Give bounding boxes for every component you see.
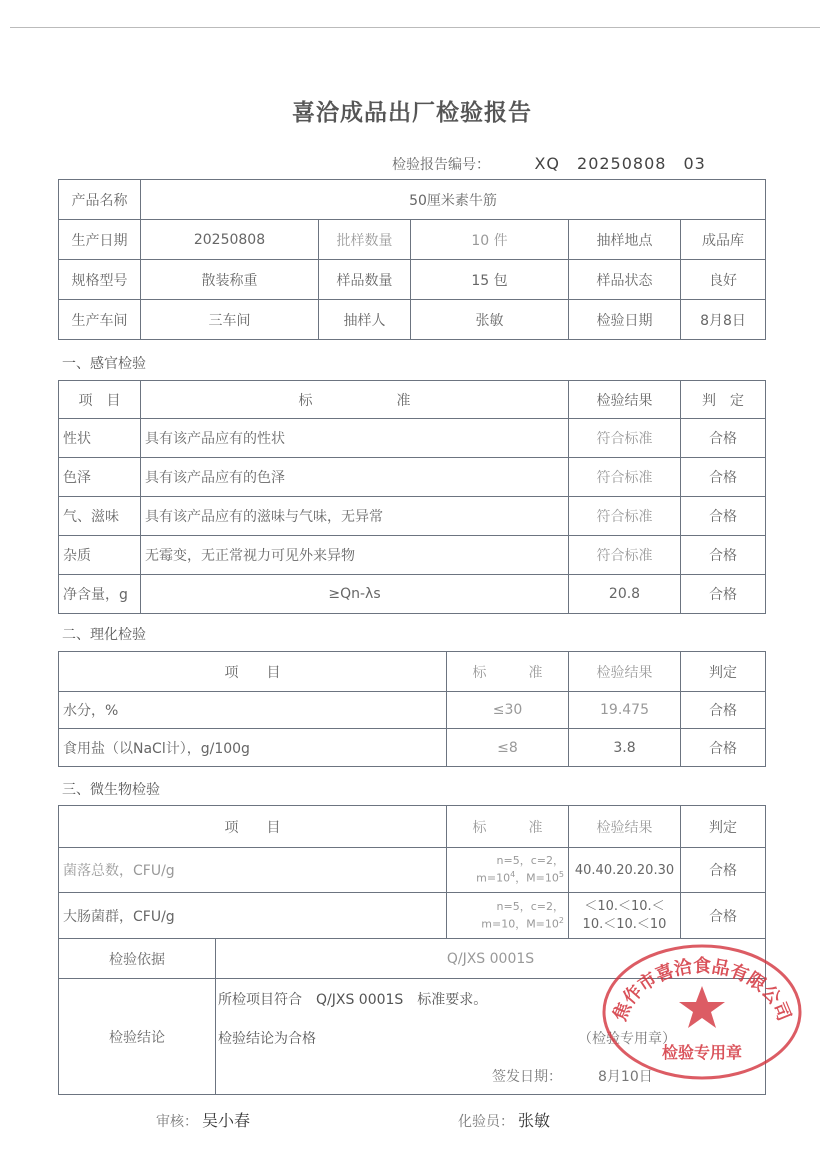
micro-result-line1: ＜10.＜10.＜ [584, 898, 665, 914]
physchem-header-item: 项 目 [59, 652, 447, 692]
sampler-label: 抽样人 [319, 300, 411, 340]
physchem-item: 食用盐（以NaCl计），g/100g [59, 729, 447, 767]
physchem-item: 水分，% [59, 692, 447, 729]
section-micro-heading: 三、微生物检验 [62, 782, 160, 798]
test-date-label: 检验日期 [569, 300, 681, 340]
basis-value: Q/JXS 0001S [216, 939, 766, 979]
sensory-standard: 具有该产品应有的滋味与气味，无异常 [141, 497, 569, 536]
physchem-result: 19.475 [569, 692, 681, 729]
sensory-header-standard: 标 准 [141, 381, 569, 419]
sensory-result: 符合标准 [569, 536, 681, 575]
workshop-label: 生产车间 [59, 300, 141, 340]
table-row [59, 419, 766, 458]
sensory-item: 净含量，g [59, 575, 141, 614]
micro-item: 大肠菌群，CFU/g [59, 893, 447, 939]
micro-standard-line1: n=5，c=2， [496, 854, 564, 868]
micro-judge: 合格 [681, 848, 766, 893]
sensory-standard: 具有该产品应有的性状 [141, 419, 569, 458]
physchem-table [58, 651, 766, 767]
physchem-standard: ≤30 [447, 692, 569, 729]
sensory-item: 杂质 [59, 536, 141, 575]
workshop: 三车间 [141, 300, 319, 340]
sensory-result: 符合标准 [569, 497, 681, 536]
batch-label: 批样数量 [319, 220, 411, 260]
sensory-standard: 无霉变，无正常视力可见外来异物 [141, 536, 569, 575]
physchem-result: 3.8 [569, 729, 681, 767]
report-number-label: 检验报告编号： [392, 157, 490, 173]
sensory-item: 性状 [59, 419, 141, 458]
conclusion-line2: 检验结论为合格 [218, 1031, 316, 1047]
micro-header-result: 检验结果 [569, 806, 681, 848]
batch: 10 件 [411, 220, 569, 260]
sampler: 张敏 [411, 300, 569, 340]
table-row [59, 729, 766, 767]
micro-standard [447, 893, 569, 939]
seal-company-text: 焦作市喜洽食品有限公司 [609, 956, 795, 1025]
micro-standard-line2: m=10，$M=10^2$ [481, 915, 564, 931]
sensory-header-judge: 判 定 [681, 381, 766, 419]
spec-label: 规格型号 [59, 260, 141, 300]
sample-place: 成品库 [681, 220, 766, 260]
sensory-header-item: 项 目 [59, 381, 141, 419]
report-number [392, 151, 706, 174]
inspector-name: 张敏 [518, 1111, 551, 1130]
inspector-label: 化验员： [458, 1114, 514, 1130]
company-seal [600, 940, 804, 1080]
sensory-item: 气、滋味 [59, 497, 141, 536]
micro-header-judge: 判定 [681, 806, 766, 848]
conclusion-line1: 所检项目符合 Q/JXS 0001S 标准要求。 [218, 992, 488, 1008]
top-rule [10, 27, 820, 28]
table-row [59, 893, 766, 939]
sensory-result: 符合标准 [569, 458, 681, 497]
table-row [59, 536, 766, 575]
sample-state: 良好 [681, 260, 766, 300]
physchem-judge: 合格 [681, 729, 766, 767]
sensory-judge: 合格 [681, 575, 766, 614]
micro-header-item: 项 目 [59, 806, 447, 848]
basis-label: 检验依据 [59, 939, 216, 979]
table-row [59, 848, 766, 893]
inspector-signature [458, 1108, 550, 1131]
issue-date: 8月10日 [598, 1069, 653, 1085]
section-sensory-heading: 一、感官检验 [62, 356, 146, 372]
sample-state-label: 样品状态 [569, 260, 681, 300]
sensory-judge: 合格 [681, 536, 766, 575]
issue-date-label: 签发日期： [492, 1069, 562, 1085]
physchem-header-judge: 判定 [681, 652, 766, 692]
table-row [59, 497, 766, 536]
micro-result-line2: 10.＜10.＜10 [582, 916, 667, 932]
section-physchem-heading: 二、理化检验 [62, 627, 146, 643]
sensory-table [58, 380, 766, 614]
spec: 散装称重 [141, 260, 319, 300]
table-row [59, 575, 766, 614]
micro-result: 40.40.20.20.30 [569, 848, 681, 893]
product-name: 50厘米素牛筋 [141, 180, 766, 220]
sample-qty: 15 包 [411, 260, 569, 300]
sensory-judge: 合格 [681, 458, 766, 497]
sensory-item: 色泽 [59, 458, 141, 497]
conclusion-label: 检验结论 [59, 979, 216, 1095]
micro-item: 菌落总数，CFU/g [59, 848, 447, 893]
info-table [58, 179, 766, 340]
sensory-result: 符合标准 [569, 419, 681, 458]
physchem-standard: ≤8 [447, 729, 569, 767]
seal-star-icon [679, 986, 725, 1028]
prod-date-label: 生产日期 [59, 220, 141, 260]
sensory-header-result: 检验结果 [569, 381, 681, 419]
product-name-label: 产品名称 [59, 180, 141, 220]
sensory-result: 20.8 [569, 575, 681, 614]
seal-note: （检验专用章） [578, 1031, 676, 1047]
physchem-header-standard: 标 准 [447, 652, 569, 692]
reviewer-signature [156, 1108, 250, 1131]
sensory-standard: 具有该产品应有的色泽 [141, 458, 569, 497]
micro-result [569, 893, 681, 939]
micro-standard-line2: $m=10^4$，$M=10^5$ [476, 870, 564, 885]
micro-standard-line1: n=5，c=2， [496, 899, 564, 913]
micro-header-standard: 标 准 [447, 806, 569, 848]
page-title: 喜洽成品出厂检验报告 [292, 100, 532, 126]
micro-standard [447, 848, 569, 893]
table-row [59, 458, 766, 497]
report-number-value: XQ 20250808 03 [534, 154, 706, 173]
reviewer-label: 审核： [156, 1114, 198, 1130]
physchem-judge: 合格 [681, 692, 766, 729]
sensory-standard: ≥Qn-λs [141, 575, 569, 614]
sample-qty-label: 样品数量 [319, 260, 411, 300]
physchem-header-result: 检验结果 [569, 652, 681, 692]
micro-judge: 合格 [681, 893, 766, 939]
reviewer-name: 吴小春 [202, 1111, 251, 1130]
table-row [59, 692, 766, 729]
sensory-judge: 合格 [681, 419, 766, 458]
prod-date: 20250808 [141, 220, 319, 260]
sensory-judge: 合格 [681, 497, 766, 536]
seal-bottom-text: 检验专用章 [661, 1043, 743, 1062]
sample-place-label: 抽样地点 [569, 220, 681, 260]
test-date: 8月8日 [681, 300, 766, 340]
